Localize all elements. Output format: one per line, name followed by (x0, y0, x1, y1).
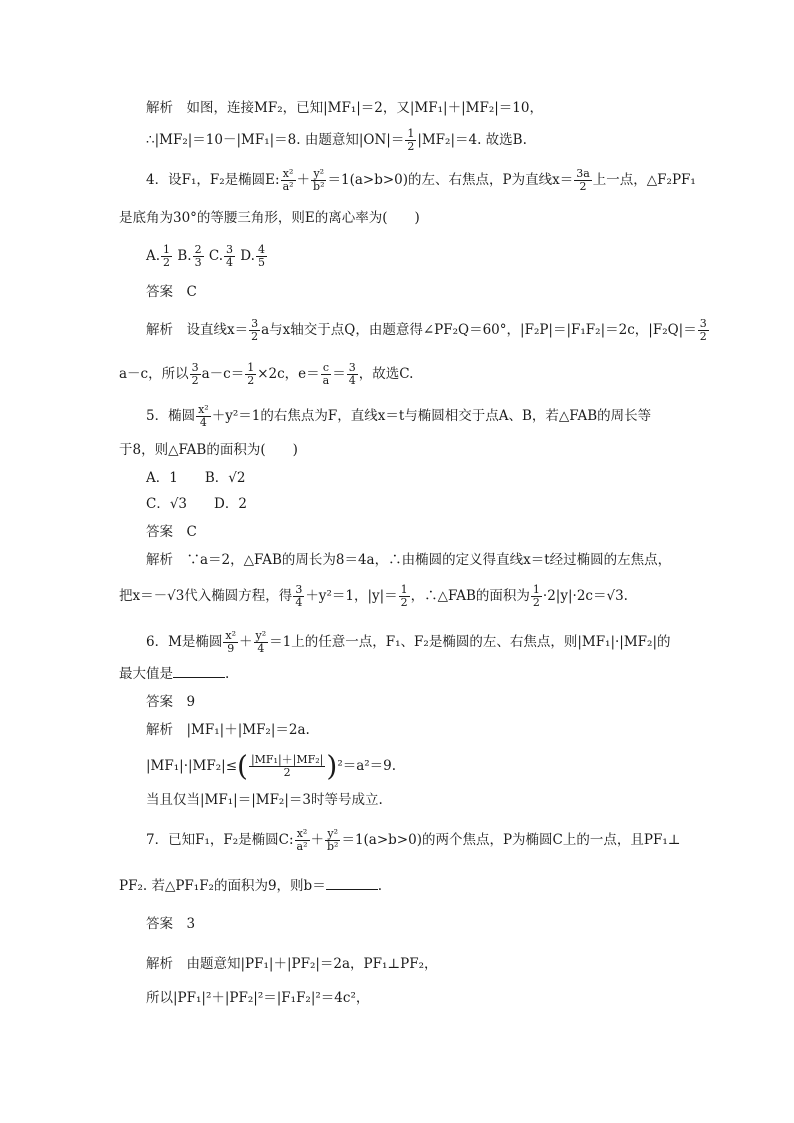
fraction: $\frac{3}{4}$ (226, 243, 233, 269)
question-7: 7．已知F₁，F₂是椭圆C: $\frac{\text{x²}}{\text{a²}}$ ＋ $\frac{\text{y²}}{\text{b²}}$ ＝1(a>b>0)的两个焦点，P为椭圆C上的一点，且PF₁⊥ (146, 827, 681, 853)
answer-line: 答案 3 (146, 916, 196, 932)
fraction: $\frac{3}{2}$ (251, 317, 259, 343)
fraction: $\frac{\text{|MF₁|＋|MF₂|}}{2}$ (250, 753, 324, 779)
question-line: 于8，则△FAB的面积为( ) (119, 442, 298, 458)
answer-line: 答案 9 (146, 694, 196, 710)
solution-line: 解析 设直线x＝ $\frac{3}{2}$ a与x轴交于点Q，由题意得∠PF₂Q＝60°，|F₂P|＝|F₁F₂|＝2c，|F₂Q|＝ $\frac{3}{2}$ (146, 317, 707, 343)
answer-line: 答案 C (146, 524, 197, 540)
fraction: $\frac{\text{y²}}{4}$ (255, 629, 267, 655)
fraction: $\frac{\text{y²}}{\text{b²}}$ (313, 167, 325, 193)
fraction: $\frac{3}{2}$ (191, 361, 199, 387)
options-line: A. $\frac{1}{2}$ B. $\frac{2}{3}$ C. $\frac{3}{4}$ D. $\frac{4}{5}$ (146, 243, 265, 269)
options-line: C．√3 D．2 (146, 496, 247, 512)
fraction: $\frac{\text{x²}}{\text{a²}}$ (296, 827, 308, 853)
question-line: PF₂. 若△PF₁F₂的面积为9，则b＝ . (119, 878, 382, 894)
question-6: 6．M是椭圆 $\frac{\text{x²}}{9}$ ＋ $\frac{\text{y²}}{4}$ ＝1上的任意一点，F₁、F₂是椭圆的左、右焦点，则|MF₁|·|MF₂|的 (146, 629, 671, 655)
fraction: $\frac{c}{a}$ (322, 361, 330, 387)
answer-blank (173, 665, 225, 678)
fraction: $\frac{\text{x²}}{4}$ (198, 403, 209, 429)
fraction: $\frac{3}{4}$ (348, 361, 356, 387)
fraction: $\frac{2}{3}$ (194, 243, 202, 269)
solution-line: 把x＝－√3代入椭圆方程，得 $\frac{3}{4}$ ＋y²＝1，|y|＝ $\frac{1}{2}$ ，∴△FAB的面积为 $\frac{1}{2}$ ·2|y|·2c＝√3. (119, 583, 628, 609)
solution-line: 解析 如图，连接MF₂，已知|MF₁|＝2，又|MF₁|＋|MF₂|＝10， (146, 100, 543, 116)
fraction: $\frac{\text{x²}}{9}$ (225, 629, 237, 655)
solution-line: 当且仅当|MF₁|＝|MF₂|＝3时等号成立. (146, 792, 383, 808)
fraction: $\frac{\text{x²}}{\text{a²}}$ (282, 167, 294, 193)
question-5: 5．椭圆 $\frac{\text{x²}}{4}$ ＋y²＝1的右焦点为F，直线x＝t与椭圆相交于点A、B，若△FAB的周长等 (146, 403, 652, 429)
solution-line: 解析 |MF₁|＋|MF₂|＝2a. (146, 722, 310, 738)
solution-line: a－c，所以 $\frac{3}{2}$ a－c＝ $\frac{1}{2}$ ×2c，e＝ $\frac{c}{a}$ ＝ $\frac{3}{4}$ ，故选C. (119, 361, 414, 387)
question-line: 是底角为30°的等腰三角形，则E的离心率为( ) (119, 210, 420, 226)
fraction: $\frac{1}{2}$ (532, 583, 540, 609)
fraction: $\frac{3}{2}$ (699, 317, 707, 343)
solution-line: 所以|PF₁|²＋|PF₂|²＝|F₁F₂|²＝4c²， (146, 990, 370, 1006)
answer-line: 答案 C (146, 284, 197, 300)
options-line: A．1 B．√2 (146, 470, 246, 486)
fraction: $\frac{3}{4}$ (295, 583, 303, 609)
solution-line: ∴|MF₂|＝10－|MF₁|＝8. 由题意知|ON|＝ $\frac{1}{2}$ |MF₂|＝4. 故选B. (146, 127, 527, 153)
solution-line: 解析 由题意知|PF₁|＋|PF₂|＝2a，PF₁⊥PF₂， (146, 956, 438, 972)
question-4: 4．设F₁，F₂是椭圆E: $\frac{\text{x²}}{\text{a²}}$ ＋ $\frac{\text{y²}}{\text{b²}}$ ＝1(a>b>0)的左、右焦点，P为直线x＝ $\frac{3a}{2}$ 上一点，△F₂PF₁ (146, 167, 696, 193)
fraction: $\frac{1}{2}$ (247, 361, 255, 387)
fraction: $\frac{3a}{2}$ (576, 167, 590, 193)
fraction: $\frac{4}{5}$ (257, 243, 265, 269)
question-line: 最大值是 . (119, 666, 230, 682)
solution-line: |MF₁|·|MF₂|≤( $\frac{\text{|MF₁|＋|MF₂|}}{2}$ )²＝a²＝9. (146, 749, 397, 783)
fraction: $\frac{1}{2}$ (400, 583, 408, 609)
fraction: $\frac{1}{2}$ (163, 243, 171, 269)
answer-blank (326, 877, 378, 890)
solution-line: 解析 ∵a＝2，△FAB的周长为8＝4a，∴由椭圆的定义得直线x＝t经过椭圆的左焦点， (146, 552, 672, 568)
fraction: $\frac{\text{y²}}{\text{b²}}$ (327, 827, 339, 853)
fraction: $\frac{1}{2}$ (407, 127, 415, 153)
